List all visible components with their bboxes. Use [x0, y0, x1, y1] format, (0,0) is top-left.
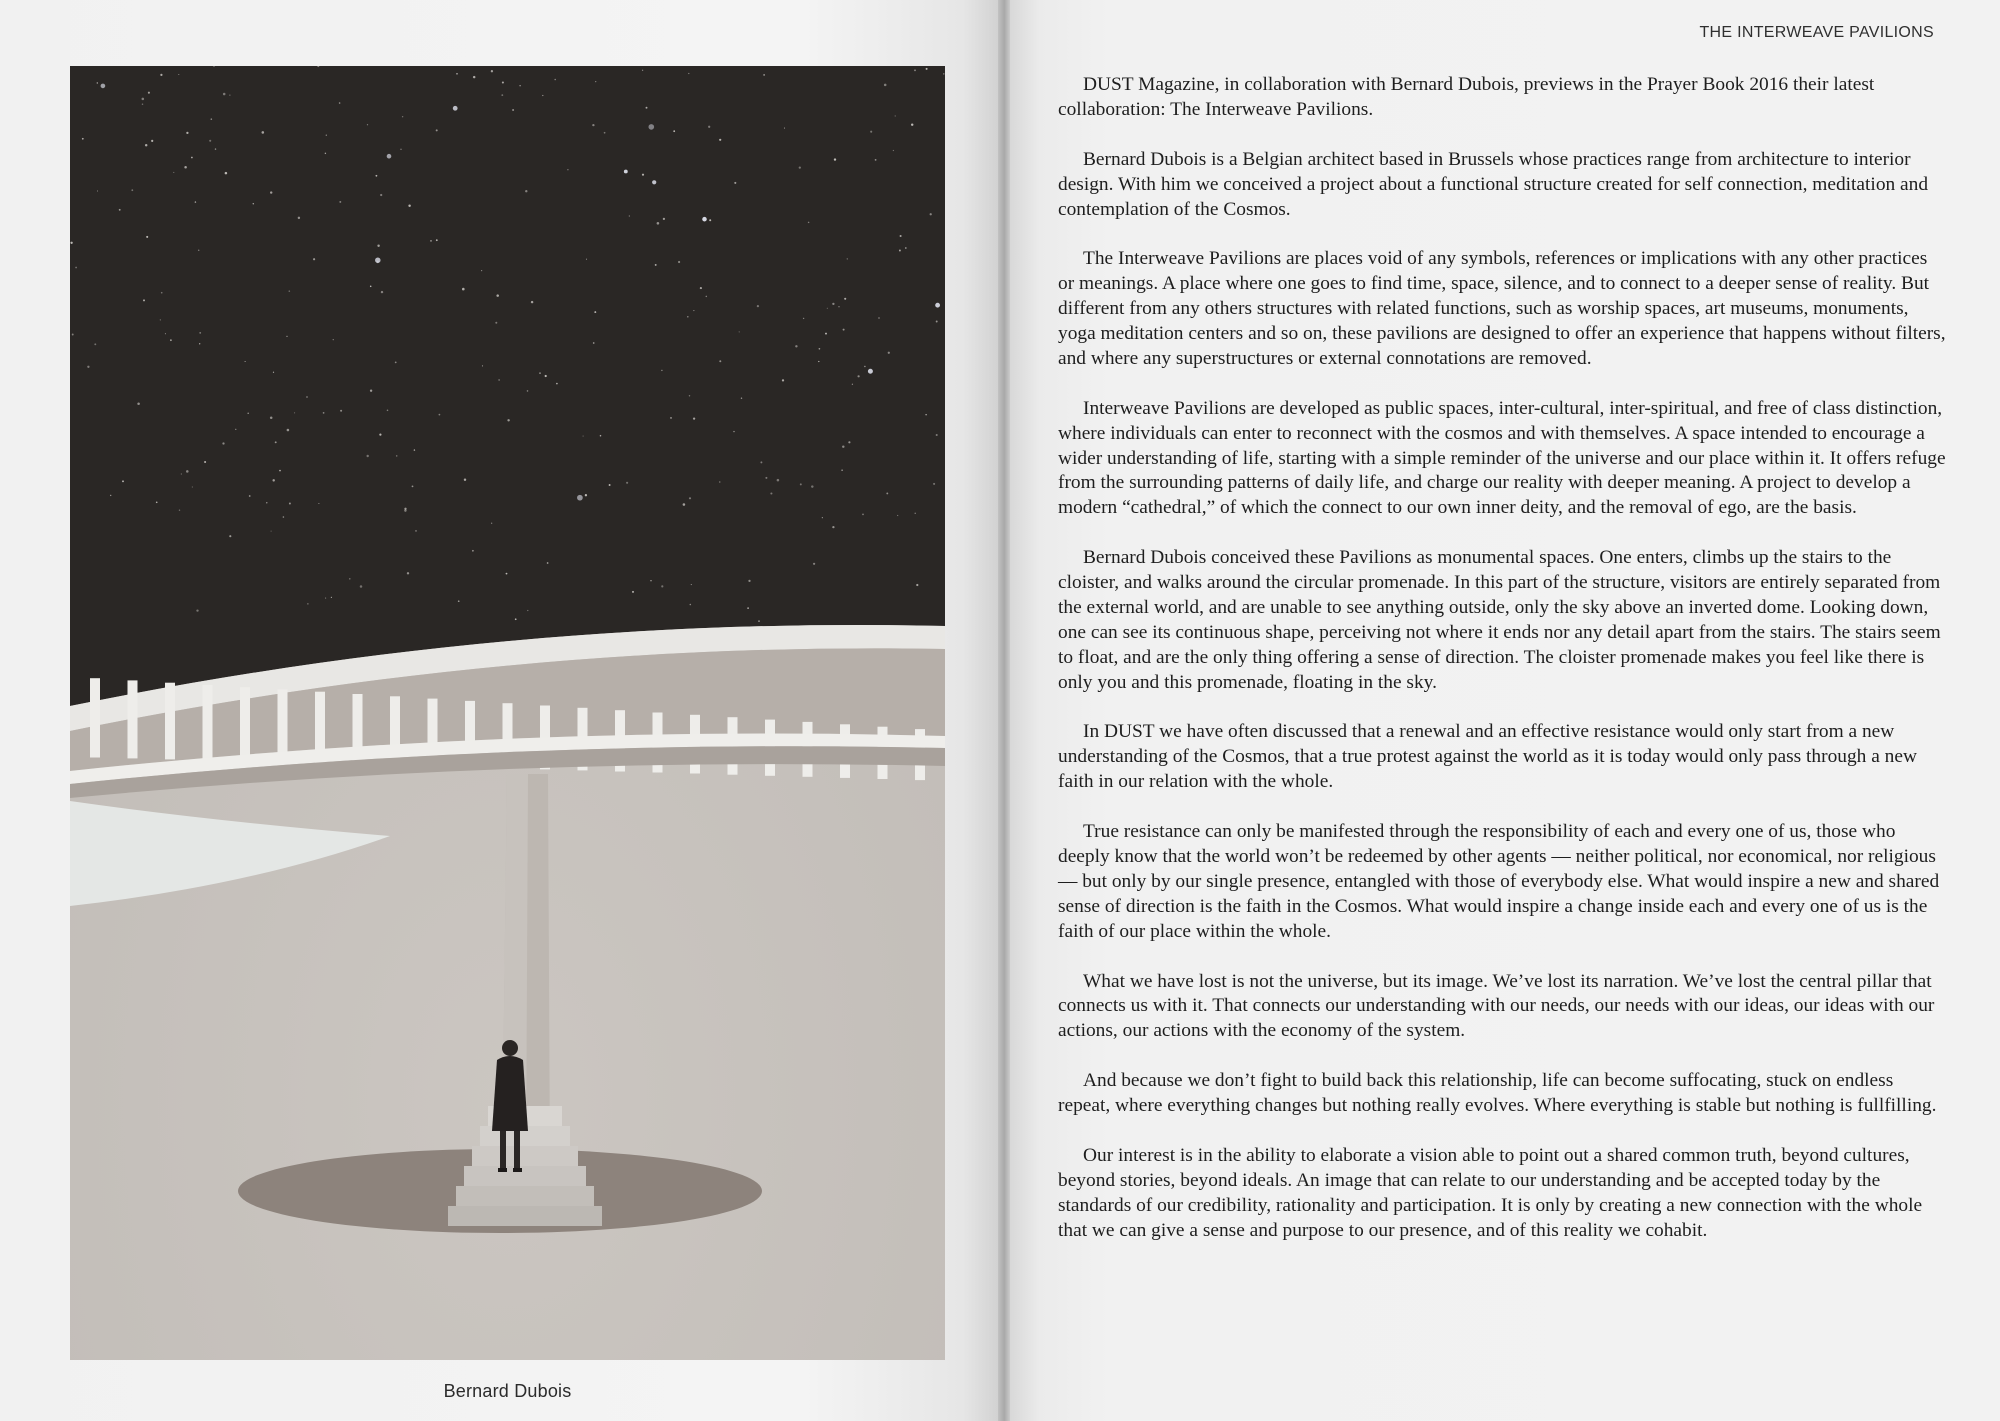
- star: [554, 79, 556, 81]
- star: [693, 310, 694, 311]
- star: [795, 345, 797, 347]
- star: [87, 366, 89, 368]
- star: [146, 236, 148, 238]
- star: [844, 298, 846, 300]
- star: [852, 384, 853, 385]
- star: [539, 372, 541, 374]
- star: [381, 291, 383, 293]
- star: [841, 469, 843, 471]
- star: [567, 169, 568, 170]
- star: [862, 514, 864, 516]
- star: [915, 513, 916, 514]
- star: [747, 607, 749, 609]
- star: [899, 250, 901, 252]
- star: [289, 503, 291, 505]
- star: [326, 135, 327, 136]
- star: [375, 175, 377, 177]
- right-page: [1010, 0, 2000, 1421]
- star: [689, 497, 691, 499]
- star: [547, 562, 549, 564]
- star: [270, 191, 272, 193]
- star: [888, 352, 890, 354]
- star: [349, 578, 350, 579]
- star: [652, 180, 656, 184]
- star: [519, 85, 520, 86]
- star: [594, 311, 596, 313]
- star: [592, 124, 594, 126]
- star: [196, 609, 198, 611]
- star: [70, 242, 72, 244]
- star: [298, 217, 300, 219]
- star: [832, 526, 834, 528]
- star: [473, 76, 475, 78]
- star: [545, 375, 547, 377]
- star: [770, 492, 772, 494]
- star: [642, 70, 643, 71]
- star: [763, 74, 765, 76]
- star: [262, 131, 265, 134]
- star: [542, 95, 543, 96]
- star: [930, 213, 932, 215]
- star: [501, 94, 503, 96]
- star: [367, 124, 368, 125]
- star: [142, 104, 143, 105]
- star: [822, 517, 823, 518]
- star: [72, 334, 74, 336]
- star: [700, 287, 702, 289]
- star: [525, 190, 527, 192]
- star: [148, 92, 150, 94]
- star: [670, 417, 672, 419]
- star: [632, 591, 634, 593]
- star: [818, 361, 819, 362]
- star: [878, 317, 880, 319]
- star: [404, 509, 406, 511]
- star: [360, 585, 363, 588]
- star: [195, 201, 196, 202]
- star: [211, 118, 213, 120]
- star: [481, 270, 482, 271]
- pavilion-illustration: [70, 66, 945, 1360]
- star: [870, 131, 872, 133]
- star: [131, 189, 133, 191]
- star: [848, 441, 850, 443]
- paragraph: What we have lost is not the universe, but its image. We’ve lost its narration. We’ve lost the central pillar that connects us with it. That connects our understanding with our needs, our needs with our ideas, our ideas with our actions, our actions with the economy of the system.: [1058, 970, 1935, 1042]
- star: [689, 395, 690, 396]
- star: [266, 502, 267, 503]
- star: [160, 319, 161, 320]
- star: [895, 115, 896, 116]
- star: [683, 503, 686, 506]
- star: [650, 580, 651, 581]
- star: [813, 563, 815, 565]
- star: [331, 597, 332, 598]
- star: [245, 361, 246, 362]
- star: [825, 333, 827, 335]
- star: [886, 492, 888, 494]
- running-head: THE INTERWEAVE PAVILIONS: [1699, 24, 1934, 41]
- cloister-column: [128, 680, 138, 758]
- star: [875, 159, 877, 161]
- star: [439, 414, 441, 416]
- star: [186, 132, 188, 134]
- star: [709, 219, 711, 221]
- star: [456, 73, 458, 75]
- star: [893, 150, 894, 151]
- star: [325, 598, 326, 599]
- star: [936, 434, 938, 436]
- star: [600, 435, 602, 437]
- star: [757, 305, 759, 307]
- star: [339, 201, 341, 203]
- star: [741, 397, 742, 398]
- star: [834, 158, 836, 160]
- star: [273, 372, 274, 373]
- star: [495, 322, 497, 324]
- star: [911, 123, 913, 125]
- star: [842, 445, 844, 447]
- star: [914, 69, 916, 71]
- star: [935, 303, 940, 308]
- star: [119, 209, 121, 211]
- star: [586, 259, 587, 260]
- paragraph: Our interest is in the ability to elaborate a vision able to point out a shared common truth, beyond cultures, beyond stories, beyond ideals. An image that can relate to our understanding and be accepted today by the standards of our credibility, rationality and participation. It is only by creating a new connection with the whole that we can give a sense and purpose to our presence, and of this reality we cohabit.: [1058, 1144, 1923, 1241]
- star: [199, 332, 201, 334]
- star: [143, 299, 145, 301]
- star: [706, 296, 708, 298]
- star: [186, 470, 189, 473]
- star: [527, 610, 528, 611]
- star: [577, 495, 583, 501]
- star: [782, 379, 784, 381]
- star: [506, 573, 508, 575]
- star: [943, 73, 944, 74]
- star: [897, 515, 898, 516]
- star: [642, 174, 644, 176]
- star: [777, 479, 780, 482]
- star: [739, 331, 740, 332]
- star: [380, 194, 382, 196]
- star: [387, 410, 389, 412]
- star: [687, 316, 689, 318]
- star: [377, 244, 379, 246]
- star: [624, 170, 628, 174]
- star: [402, 116, 403, 117]
- star: [531, 301, 533, 303]
- star: [275, 441, 277, 443]
- star: [199, 343, 200, 344]
- star: [827, 308, 828, 309]
- star: [279, 470, 281, 472]
- star: [122, 480, 124, 482]
- star: [657, 222, 660, 225]
- paragraph: Interweave Pavilions are developed as public spaces, inter-cultural, inter-spiritual, and free of class distinction, where individuals can enter to reconnect with the cosmos and with themselves. A space intended to encourage a wider understanding of life, starting with a simple reminder of the universe and our place within it. It offers refuge from the surrounding patterns of daily life, and charge our reality with deeper meaning. A project to develop a modern “cathedral,” of which the connect to our own inner deity, and the removal of ego, are the basis.: [1058, 397, 1946, 519]
- star: [719, 360, 721, 362]
- star: [375, 257, 380, 262]
- star: [165, 333, 166, 334]
- star: [270, 416, 273, 419]
- star: [453, 106, 458, 111]
- star: [339, 102, 341, 104]
- star: [838, 306, 839, 307]
- star: [655, 264, 657, 266]
- star: [97, 191, 98, 192]
- cloister-column: [203, 685, 213, 761]
- star: [294, 412, 295, 413]
- paragraph: The Interweave Pavilions are places void of any symbols, references or implications with any other practices or meanings. A place where one goes to find time, space, silence, and to connect to a deeper sense of reality. But different from any others structures with related functions, such as worship spaces, art museums, monuments, yoga meditation centers and so on, these pavilions are designed to offer an experience that happens without filters, and where any superstructures or external connotations are removed.: [1058, 248, 1946, 369]
- star: [758, 620, 760, 622]
- star: [225, 172, 228, 175]
- star: [498, 379, 499, 380]
- cloister-column: [165, 683, 175, 760]
- pavilion-illustration-svg: [70, 66, 945, 1360]
- star: [512, 109, 514, 111]
- paragraph: True resistance can only be manifested through the responsibility of each and every one of us, those who deeply know that the world won’t be redeemed by other agents — neither political, nor economical, nor religious — but only by our single presence, entangled with those of everybody else. What would inspire a new and shared sense of direction is the faith in the Cosmos. What would inspire a change inside each and every one of us is the faith of our place within the whole.: [1058, 821, 1940, 942]
- star: [690, 604, 692, 606]
- star: [333, 339, 334, 340]
- star: [515, 618, 517, 620]
- star: [247, 413, 249, 415]
- star: [170, 339, 172, 341]
- star: [702, 217, 707, 222]
- star: [408, 205, 410, 207]
- star: [464, 479, 466, 481]
- star: [184, 166, 187, 169]
- star: [145, 144, 147, 146]
- paragraph: In DUST we have often discussed that a renewal and an effective resistance would only start from a new understanding of the Cosmos, that a true protest against the world as it is today would only pass through a new faith in our relation with the whole.: [1058, 721, 1917, 793]
- star: [229, 95, 230, 96]
- star: [286, 336, 287, 337]
- star: [626, 482, 628, 484]
- star: [204, 461, 206, 463]
- star: [272, 479, 274, 481]
- paragraph: Bernard Dubois conceived these Pavilions as monumental spaces. One enters, climbs up the stairs to the cloister, and walks around the circular promenade. In this part of the structure, visitors are entirely separated from the external world, and are unable to see anything outside, only the sky above an inverted dome. Looking down, one can see its continuous shape, perceiving not where it ends nor any detail apart from the stairs. The stairs seem to float, and are the only thing offering a sense of direction. The cloister promenade makes you feel like there is only you and this promenade, floating in the sky.: [1058, 547, 1941, 693]
- cloister-column: [240, 687, 250, 761]
- star: [609, 484, 611, 486]
- star: [142, 98, 145, 101]
- star: [926, 68, 928, 70]
- star: [412, 486, 414, 488]
- star: [733, 431, 734, 432]
- paragraph: Bernard Dubois is a Belgian architect based in Brussels whose practices range from architecture to interior design. With him we conceived a project about a functional structure created for self connection, meditation and contemplation of the Cosmos.: [1058, 148, 1929, 220]
- star: [472, 550, 474, 552]
- star: [905, 247, 907, 249]
- star: [395, 362, 397, 364]
- star: [400, 149, 401, 150]
- star: [673, 130, 675, 132]
- star: [249, 495, 251, 497]
- star: [307, 603, 308, 604]
- star: [222, 442, 224, 444]
- star: [160, 74, 162, 76]
- star: [192, 486, 193, 487]
- star: [491, 523, 492, 524]
- star: [663, 218, 665, 220]
- star: [933, 483, 935, 485]
- star: [191, 157, 193, 159]
- star: [323, 412, 325, 414]
- star: [811, 485, 813, 487]
- star: [708, 126, 710, 128]
- star: [253, 203, 254, 204]
- star: [629, 215, 630, 216]
- star: [82, 138, 84, 140]
- star: [325, 153, 326, 154]
- star: [137, 402, 140, 405]
- star: [593, 342, 595, 344]
- star: [209, 140, 211, 142]
- star: [884, 84, 887, 87]
- star: [414, 449, 415, 450]
- star: [527, 390, 529, 392]
- star: [215, 148, 216, 149]
- star: [595, 81, 596, 82]
- star: [379, 434, 381, 436]
- paragraph: DUST Magazine, in collaboration with Bernard Dubois, previews in the Prayer Book 2016 their latest collaboration: The Interweave Pavilions.: [1058, 74, 1875, 120]
- star: [97, 82, 98, 83]
- star: [458, 600, 460, 602]
- night-sky: [70, 66, 945, 706]
- star: [430, 240, 432, 242]
- star: [407, 572, 409, 574]
- star: [496, 294, 499, 297]
- star: [289, 290, 291, 292]
- star: [110, 495, 111, 496]
- star: [161, 292, 163, 294]
- star: [502, 81, 504, 83]
- cloister-column: [278, 689, 288, 762]
- star: [748, 580, 750, 582]
- star: [799, 166, 801, 168]
- star: [800, 483, 802, 485]
- star: [287, 429, 290, 432]
- star: [178, 74, 179, 75]
- star: [847, 258, 848, 259]
- star: [507, 419, 509, 421]
- star: [691, 584, 692, 585]
- star: [719, 481, 720, 482]
- star: [925, 414, 926, 415]
- cloister-column: [90, 678, 100, 757]
- star: [734, 182, 736, 184]
- star: [271, 531, 272, 532]
- star: [784, 128, 785, 129]
- star: [678, 261, 680, 263]
- illustration-caption: Bernard Dubois: [443, 1381, 572, 1401]
- star: [235, 429, 236, 430]
- star: [649, 124, 655, 130]
- star: [151, 140, 153, 142]
- star: [936, 321, 938, 323]
- star: [604, 132, 606, 134]
- star: [864, 366, 865, 367]
- star: [415, 530, 417, 532]
- star: [198, 250, 200, 252]
- star: [101, 84, 106, 89]
- star: [370, 390, 372, 392]
- star: [491, 70, 493, 72]
- star: [387, 154, 392, 159]
- star: [808, 222, 810, 224]
- star: [843, 329, 845, 331]
- star: [765, 477, 767, 479]
- star: [857, 375, 859, 377]
- star: [693, 417, 695, 419]
- star: [306, 396, 307, 397]
- star: [556, 383, 558, 385]
- star: [75, 267, 77, 269]
- star: [868, 369, 873, 374]
- star: [156, 501, 158, 503]
- star: [832, 303, 834, 305]
- star: [340, 410, 342, 412]
- star: [229, 535, 231, 537]
- star: [436, 239, 438, 241]
- star: [366, 455, 368, 457]
- star: [223, 93, 226, 96]
- star: [173, 172, 174, 173]
- star: [181, 473, 182, 474]
- star: [900, 235, 902, 237]
- star: [462, 288, 465, 291]
- star: [819, 348, 821, 350]
- star: [916, 584, 918, 586]
- star: [585, 494, 587, 496]
- star: [179, 509, 180, 510]
- star: [318, 503, 319, 504]
- star: [482, 365, 483, 366]
- star: [94, 343, 96, 345]
- star: [760, 461, 762, 463]
- star: [283, 516, 285, 518]
- star: [370, 286, 372, 288]
- star: [719, 139, 721, 141]
- star: [661, 370, 662, 371]
- star: [803, 318, 804, 319]
- star: [688, 73, 689, 74]
- article-body: [1058, 73, 1946, 1268]
- star: [661, 585, 663, 587]
- star: [313, 258, 315, 260]
- star: [646, 107, 648, 109]
- star: [396, 455, 398, 457]
- paragraph: And because we don’t fight to build back this relationship, life can become suffocating, stuck on endless repeat, where everything changes but nothing really evolves. Where everything is stable but nothing is fullfilling.: [1058, 1070, 1937, 1117]
- star: [583, 436, 584, 437]
- star: [436, 129, 438, 131]
